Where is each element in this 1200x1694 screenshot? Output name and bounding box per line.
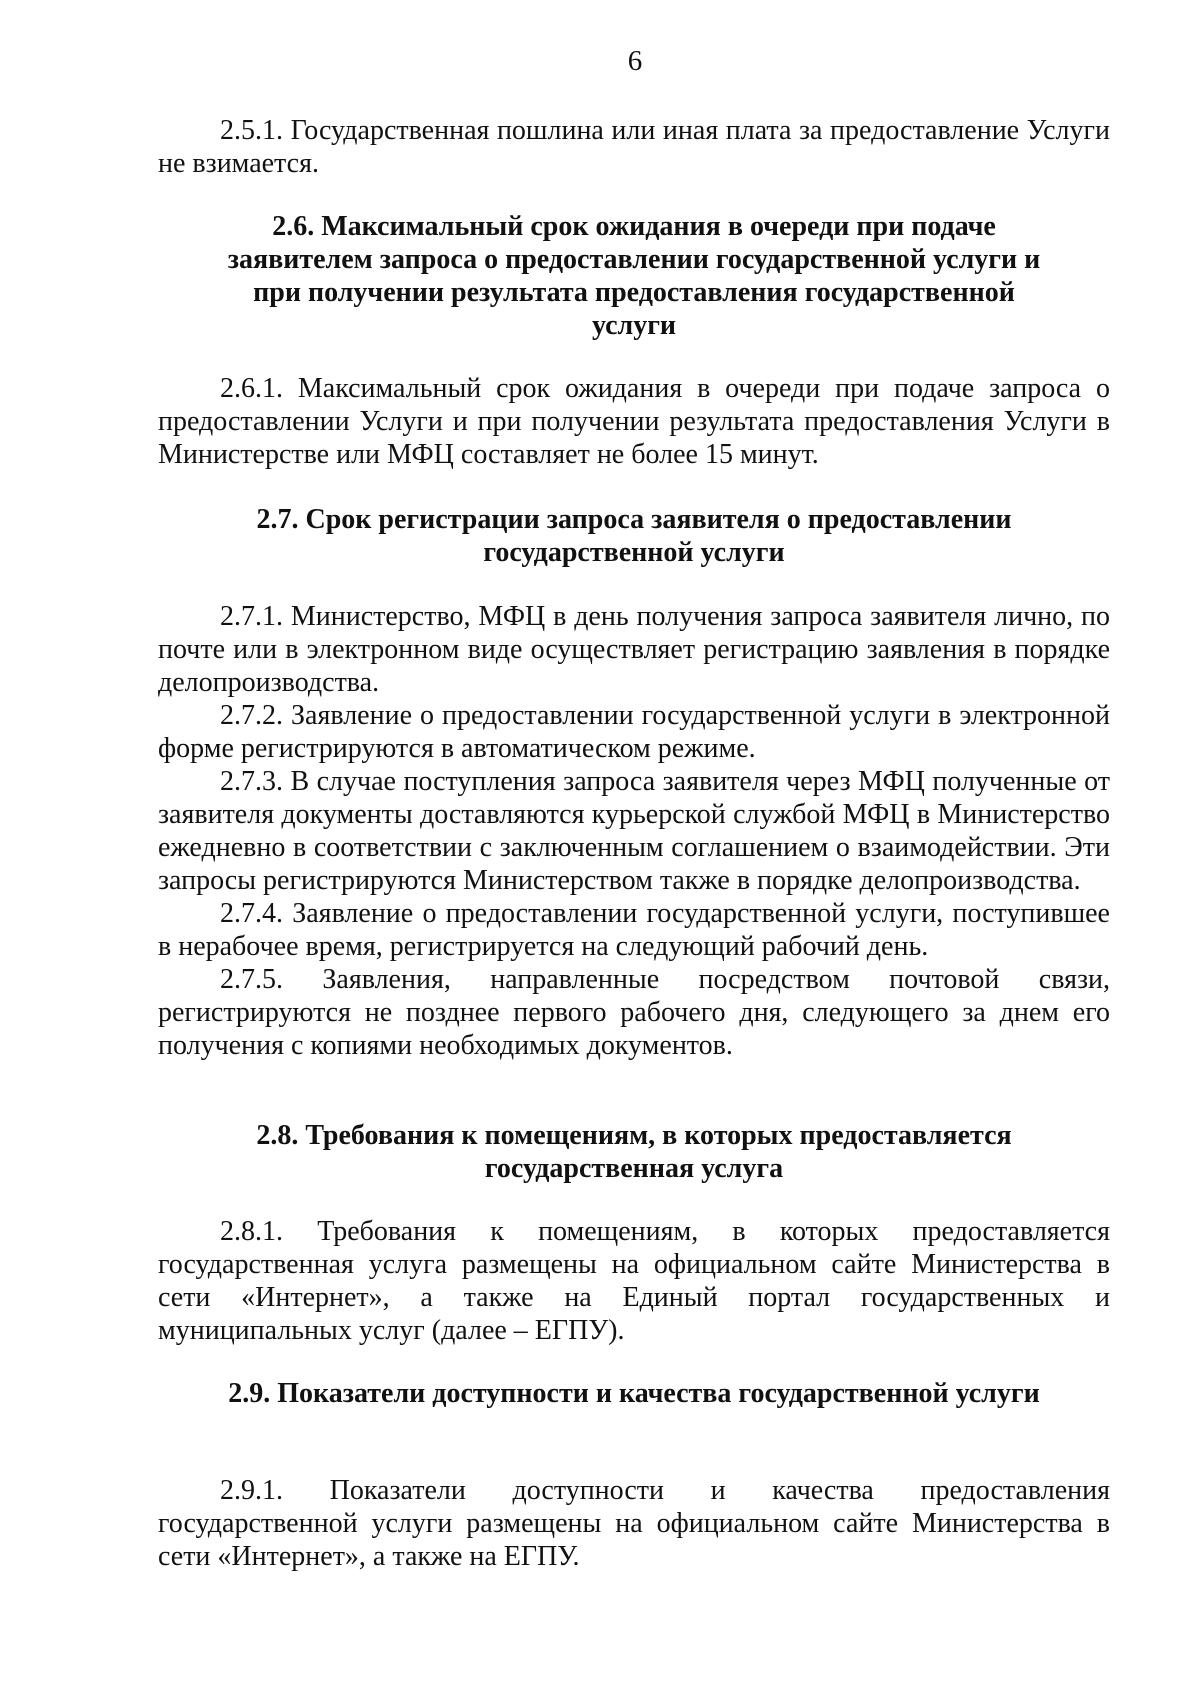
paragraph-2-9-1: 2.9.1. Показатели доступности и качества предоставления государственной услуги размещены на официальном сайте Министерства в сети «Интернет», а также на ЕГПУ. <box>158 1475 1110 1572</box>
section-heading-2-7: 2.7. Срок регистрации запроса заявителя о предоставлении государственной услуги <box>256 504 1012 568</box>
paragraph-2-8-1: 2.8.1. Требования к помещениям, в которых предоставляется государственная услуга размещены на официальном сайте Министерства в сети «Интернет», а также на Единый портал государственных и муниципальных услуг (далее – ЕГПУ). <box>158 1216 1110 1346</box>
paragraph-2-7-5: 2.7.5. Заявления, направленные посредством почтовой связи, регистрируются не позднее первого рабочего дня, следующего за днем его получения с копиями необходимых документов. <box>158 964 1110 1061</box>
paragraph-2-7-2: 2.7.2. Заявление о предоставлении государственной услуги в электронной форме регистрируются в автоматическом режиме. <box>158 700 1110 764</box>
paragraph-2-7-1: 2.7.1. Министерство, МФЦ в день получения запроса заявителя лично, по почте или в электронном виде осуществляет регистрацию заявления в порядке делопроизводства. <box>158 601 1110 698</box>
section-heading-2-8: 2.8. Требования к помещениям, в которых предоставляется государственная услуга <box>256 1120 1012 1184</box>
section-heading-2-9: 2.9. Показатели доступности и качества государственной услуги <box>228 1378 1040 1409</box>
paragraph-2-7-4: 2.7.4. Заявление о предоставлении государственной услуги, поступившее в нерабочее время, регистрируется на следующий рабочий день. <box>158 898 1110 962</box>
paragraph-2-6-1: 2.6.1. Максимальный срок ожидания в очереди при подаче запроса о предоставлении Услуги и при получении результата предоставления Услуги в Министерстве или МФЦ составляет не более 15 минут. <box>158 373 1110 470</box>
paragraph-2-5-1: 2.5.1. Государственная пошлина или иная плата за предоставление Услуги не взимается. <box>158 115 1110 179</box>
page-number: 6 <box>627 45 643 77</box>
section-heading-2-6: 2.6. Максимальный срок ожидания в очереди при подаче заявителем запроса о предоставлении государственной услуги и при получении результата предоставления государственной услуги <box>227 211 1041 341</box>
paragraph-2-7-3: 2.7.3. В случае поступления запроса заявителя через МФЦ полученные от заявителя документы доставляются курьерской службой МФЦ в Министерство ежедневно в соответствии с заключенным соглашением о взаимодействии. Эти запросы регистрируются Министерством также в порядке делопроизводства. <box>158 766 1110 896</box>
